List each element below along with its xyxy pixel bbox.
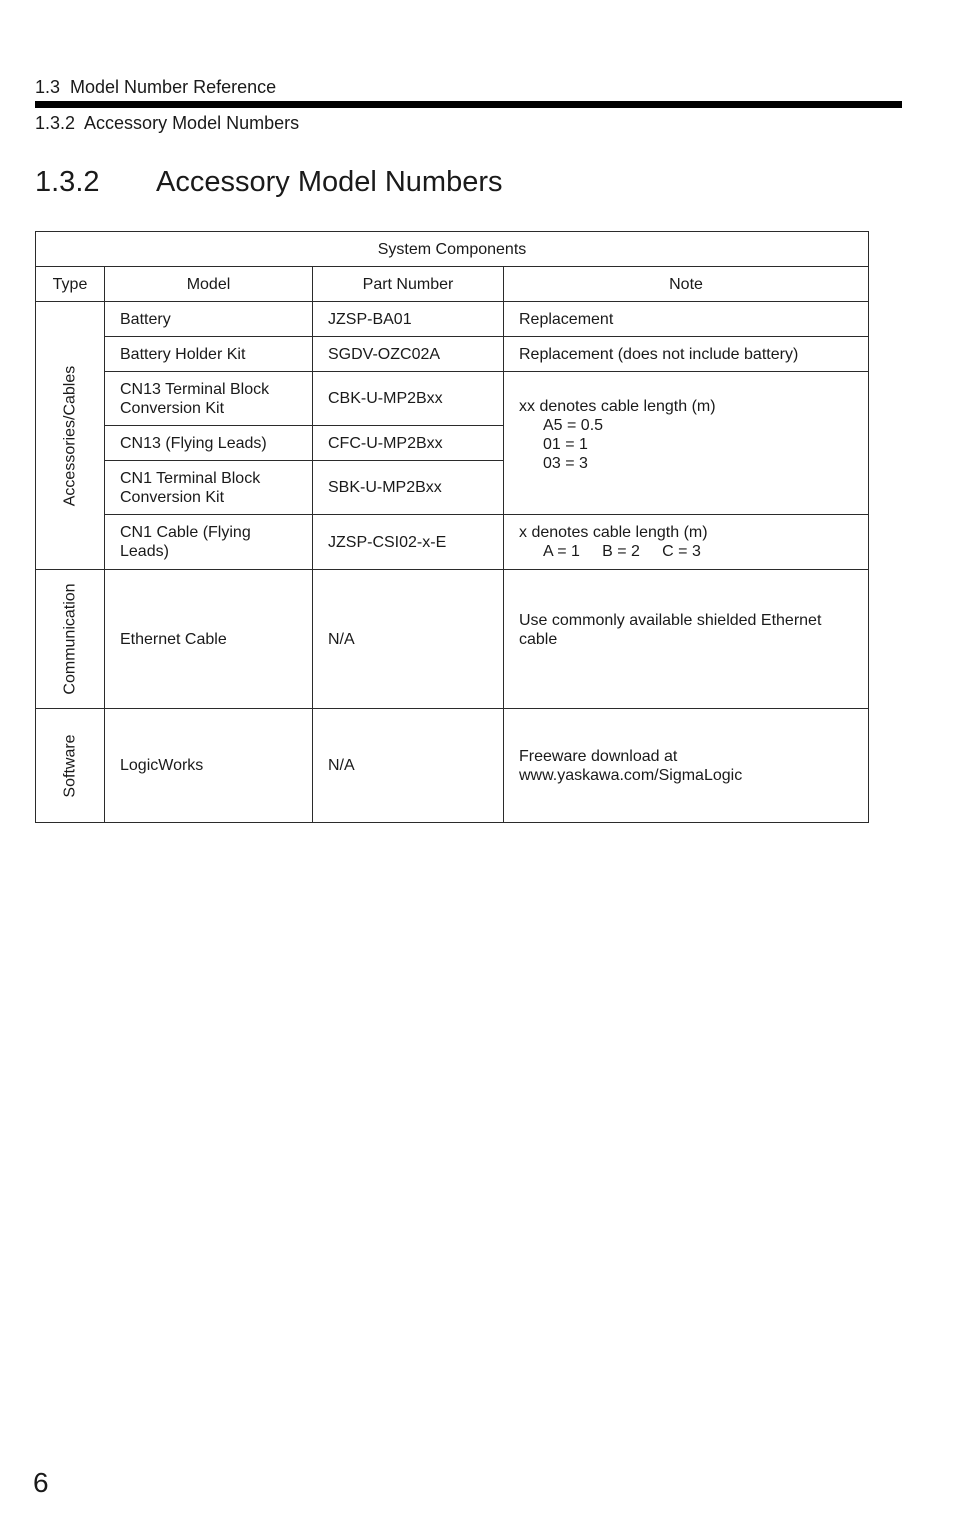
table-row [36, 302, 869, 337]
part-number-cell: SGDV-OZC02A [313, 337, 504, 372]
model-cell: CN1 Terminal Block Conversion Kit [105, 461, 313, 515]
running-header-section: 1.3 Model Number Reference [35, 77, 277, 97]
table-row [36, 570, 869, 709]
type-label-accessories: Accessories/Cables [61, 365, 79, 506]
note-cell [504, 515, 869, 570]
note-line: Use commonly available shielded Ethernet cable [519, 611, 822, 648]
type-group-communication [36, 570, 105, 709]
column-header-part-number: Part Number [313, 267, 504, 302]
type-label-software: Software [61, 733, 79, 798]
table-header-row [36, 267, 869, 302]
part-number-cell: CFC-U-MP2Bxx [313, 426, 504, 461]
note-line: A = 1 B = 2 C = 3 [543, 543, 701, 560]
section-heading [35, 164, 503, 200]
model-cell: Battery [105, 302, 313, 337]
part-number-cell: SBK-U-MP2Bxx [313, 461, 504, 515]
model-cell: Battery Holder Kit [105, 337, 313, 372]
table-row [36, 515, 869, 570]
note-cell-shared [504, 372, 869, 515]
table-row [36, 372, 869, 426]
section-heading-title: Accessory Model Numbers [156, 166, 503, 198]
running-header-subsection: 1.3.2 Accessory Model Numbers [35, 113, 300, 133]
part-number-cell: N/A [313, 570, 504, 709]
part-number-cell: CBK-U-MP2Bxx [313, 372, 504, 426]
type-group-software [36, 709, 105, 823]
note-line: xx denotes cable length (m) [519, 398, 716, 415]
note-cell: Replacement (does not include battery) [504, 337, 869, 372]
column-header-note: Note [504, 267, 869, 302]
note-line: 03 = 3 [543, 455, 588, 472]
table-caption: System Components [36, 232, 869, 267]
column-header-model: Model [105, 267, 313, 302]
note-cell: Freeware download at www.yaskawa.com/SigmaLogic [504, 709, 869, 823]
column-header-type: Type [36, 267, 105, 302]
header-rule [35, 101, 902, 108]
note-line: x denotes cable length (m) [519, 524, 708, 541]
page-number: 6 [33, 1467, 49, 1498]
type-group-accessories [36, 302, 105, 570]
model-cell: LogicWorks [105, 709, 313, 823]
note-spacer [519, 649, 853, 668]
part-number-cell: JZSP-CSI02-x-E [313, 515, 504, 570]
part-number-cell: N/A [313, 709, 504, 823]
model-cell: Ethernet Cable [105, 570, 313, 709]
system-components-table [35, 231, 869, 823]
note-cell: Replacement [504, 302, 869, 337]
table-row [36, 709, 869, 823]
note-cell [504, 570, 869, 709]
part-number-cell: JZSP-BA01 [313, 302, 504, 337]
table-caption-row [36, 232, 869, 267]
note-line: A5 = 0.5 [543, 417, 604, 434]
model-cell: CN1 Cable (Flying Leads) [105, 515, 313, 570]
note-line: 01 = 1 [543, 436, 588, 453]
model-cell: CN13 Terminal Block Conversion Kit [105, 372, 313, 426]
table-row [36, 337, 869, 372]
type-label-communication: Communication [61, 583, 79, 695]
model-cell: CN13 (Flying Leads) [105, 426, 313, 461]
note-spacer [519, 473, 853, 489]
section-heading-number: 1.3.2 [35, 166, 100, 198]
